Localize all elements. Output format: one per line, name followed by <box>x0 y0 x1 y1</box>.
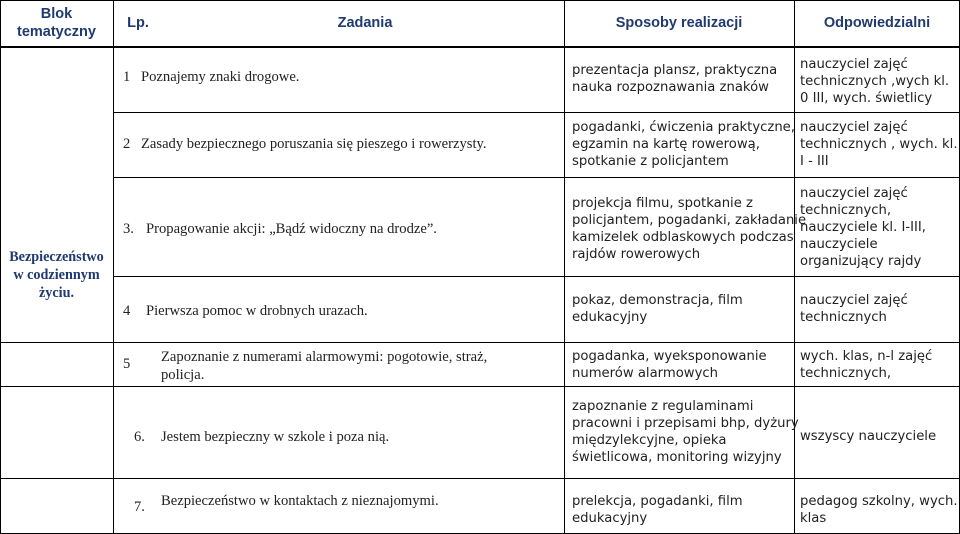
row7-odp: pedagog szkolny, wych. klas <box>800 494 958 526</box>
row1-lp: 1 <box>123 69 131 85</box>
header-lp: Lp. <box>127 15 149 31</box>
blok-tematyczny-label: Bezpieczeństwo w codziennym życiu. <box>9 249 104 301</box>
row2-lp: 2 <box>123 136 131 152</box>
header-odpowiedzialni: Odpowiedzialni <box>823 15 931 31</box>
row2-odp: nauczyciel zajęć technicznych , wych. kl. I - III <box>800 120 958 169</box>
row6-lp: 6. <box>134 429 145 445</box>
row1-odp: nauczyciel zajęć technicznych ,wych kl. 0 III, wych. świetlicy <box>800 57 950 106</box>
row6-odp: wszyscy nauczyciele <box>800 429 937 444</box>
row7-sposob: prelekcja, pogadanki, film edukacyjny <box>572 494 743 526</box>
header-sposoby: Sposoby realizacji <box>615 15 743 31</box>
row2-zadanie: Zasady bezpiecznego poruszania się pieszego i rowerzysty. <box>141 136 487 152</box>
header-zadania: Zadania <box>337 15 393 31</box>
row5-sposob: pogadanka, wyeksponowanie numerów alarmowych <box>572 349 767 381</box>
row7-zadanie: Bezpieczeństwo w kontaktach z nieznajomymi. <box>161 493 439 509</box>
row3-sposob: projekcja filmu, spotkanie z policjantem, pogadanki, zakładanie kamizelek odblaskowych podczas rajdów rowerowych <box>572 196 807 262</box>
row5-odp: wych. klas, n-l zajęć technicznych, <box>800 349 933 381</box>
row4-sposob: pokaz, demonstracja, film edukacyjny <box>572 293 743 325</box>
row6-zadanie: Jestem bezpieczny w szkole i poza nią. <box>161 429 390 445</box>
row6-sposob: zapoznanie z regulaminami pracowni i przepisami bhp, dyżury międzylekcyjne, opieka świetlicowa, monitoring wizyjny <box>572 399 799 465</box>
row2-sposob: pogadanki, ćwiczenia praktyczne, egzamin na kartę rowerową, spotkanie z policjantem <box>572 120 795 169</box>
row5-zadanie: Zapoznanie z numerami alarmowymi: pogotowie, straż, policja. <box>161 349 488 383</box>
row7-lp: 7. <box>134 499 145 515</box>
row3-zadanie: Propagowanie akcji: „Bądź widoczny na drodze”. <box>146 221 437 237</box>
row4-zadanie: Pierwsza pomoc w drobnych urazach. <box>146 303 368 319</box>
row5-lp: 5 <box>123 356 131 372</box>
row4-lp: 4 <box>123 303 131 319</box>
row4-odp: nauczyciel zajęć technicznych <box>800 293 908 325</box>
row1-zadanie: Poznajemy znaki drogowe. <box>141 69 300 85</box>
row3-lp: 3. <box>123 221 134 237</box>
row1-sposob: prezentacja plansz, praktyczna nauka rozpoznawania znaków <box>572 63 778 95</box>
header-blok: Blok tematyczny <box>17 6 96 40</box>
row3-odp: nauczyciel zajęć technicznych, nauczyciele kl. I-III, nauczyciele organizujący rajdy <box>800 186 926 269</box>
